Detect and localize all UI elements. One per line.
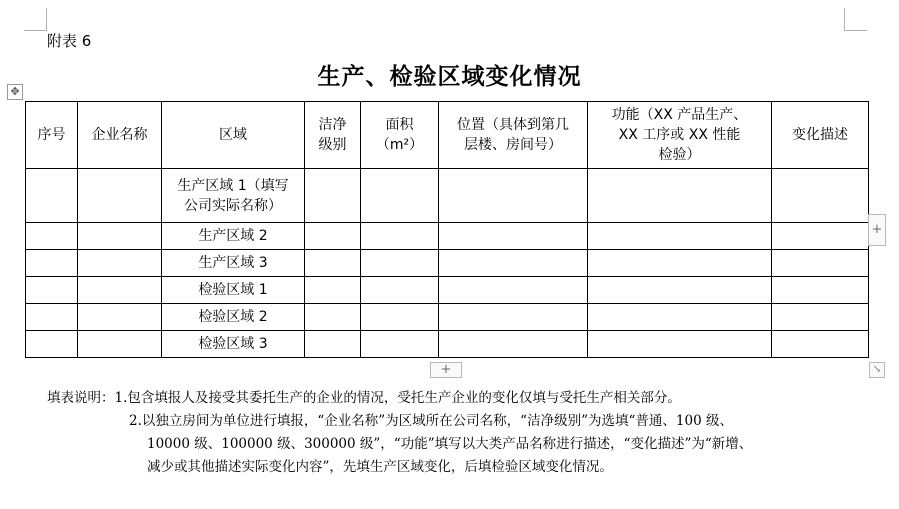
note-line-2: 2.以独立房间为单位进行填报，“企业名称”为区域所在公司名称，“洁净级别”为选填“普通、100 级、 [129, 413, 733, 429]
cell-clean-level[interactable] [305, 250, 361, 277]
cell-function[interactable] [588, 169, 772, 223]
cell-area[interactable] [361, 304, 439, 331]
header-function[interactable] [588, 102, 772, 169]
cell-area[interactable] [361, 331, 439, 358]
cell-company[interactable] [78, 277, 162, 304]
cell-change-description[interactable] [772, 250, 869, 277]
cell-change-description[interactable] [772, 304, 869, 331]
header-location-line-1: 位置（具体到第几 [457, 117, 569, 133]
header-location-line-2: 层楼、房间号） [464, 137, 562, 153]
cell-clean-level[interactable] [305, 223, 361, 250]
cell-seq[interactable] [26, 169, 78, 223]
cell-function[interactable] [588, 223, 772, 250]
table-row [26, 223, 869, 250]
header-region[interactable]: 区域 [162, 102, 305, 169]
note-line-3: 10000 级、100000 级、300000 级”，“功能”填写以大类产品名称进行描述，“变化描述”为“新增、 [147, 436, 753, 452]
cell-company[interactable] [78, 304, 162, 331]
cell-location[interactable] [439, 277, 588, 304]
header-company[interactable]: 企业名称 [78, 102, 162, 169]
header-clean-line-1: 洁净 [318, 117, 347, 133]
add-column-button[interactable]: + [868, 214, 886, 246]
header-clean-line-2: 级别 [318, 137, 347, 153]
cell-region[interactable]: 生产区域 2 [162, 223, 305, 250]
table-row [26, 277, 869, 304]
cell-change-description[interactable] [772, 169, 869, 223]
header-area[interactable] [361, 102, 439, 169]
cell-seq[interactable] [26, 250, 78, 277]
appendix-label: 附表 6 [47, 32, 92, 50]
page-corner-marker-top-right [844, 8, 867, 31]
cell-clean-level[interactable] [305, 331, 361, 358]
cell-location[interactable] [439, 169, 588, 223]
header-seq[interactable]: 序号 [26, 102, 78, 169]
cell-area[interactable] [361, 169, 439, 223]
cell-company[interactable] [78, 169, 162, 223]
table-move-handle-icon[interactable]: ✥ [7, 84, 23, 100]
header-location[interactable] [439, 102, 588, 169]
header-area-line-1: 面积 [385, 117, 414, 133]
cell-company[interactable] [78, 250, 162, 277]
cell-company[interactable] [78, 223, 162, 250]
cell-change-description[interactable] [772, 331, 869, 358]
cell-change-description[interactable] [772, 277, 869, 304]
page-title: 生产、检验区域变化情况 [317, 64, 582, 90]
cell-company[interactable] [78, 331, 162, 358]
cell-region[interactable]: 检验区域 3 [162, 331, 305, 358]
header-function-line-2: XX 工序或 XX 性能 [618, 127, 741, 143]
cell-area[interactable] [361, 277, 439, 304]
cell-location[interactable] [439, 304, 588, 331]
cell-change-description[interactable] [772, 223, 869, 250]
table-resize-handle-icon[interactable]: ↘ [869, 362, 885, 378]
header-area-line-2: （m²） [375, 137, 424, 153]
cell-function[interactable] [588, 331, 772, 358]
cell-region[interactable]: 检验区域 1 [162, 277, 305, 304]
page-corner-marker-top-left [24, 8, 47, 31]
table-row [26, 250, 869, 277]
cell-seq[interactable] [26, 277, 78, 304]
header-function-line-3: 检验） [658, 147, 701, 163]
cell-region[interactable]: 检验区域 2 [162, 304, 305, 331]
region-change-table [25, 101, 869, 358]
cell-region-line-2: 公司实际名称） [184, 197, 282, 214]
cell-region[interactable] [162, 169, 305, 223]
note-line-1: 填表说明：1.包含填报人及接受其委托生产的企业的情况，受托生产企业的变化仅填与受托生产相关部分。 [47, 390, 681, 406]
cell-location[interactable] [439, 223, 588, 250]
cell-location[interactable] [439, 331, 588, 358]
header-clean-level[interactable] [305, 102, 361, 169]
cell-seq[interactable] [26, 304, 78, 331]
cell-region[interactable]: 生产区域 3 [162, 250, 305, 277]
cell-function[interactable] [588, 304, 772, 331]
cell-clean-level[interactable] [305, 304, 361, 331]
table-header-row [26, 102, 869, 169]
header-function-line-1: 功能（XX 产品生产、 [611, 107, 748, 123]
cell-clean-level[interactable] [305, 277, 361, 304]
cell-function[interactable] [588, 250, 772, 277]
note-line-4: 减少或其他描述实际变化内容”，先填生产区域变化，后填检验区域变化情况。 [147, 459, 613, 475]
add-row-button[interactable]: + [430, 362, 462, 378]
cell-location[interactable] [439, 250, 588, 277]
header-change-description[interactable]: 变化描述 [772, 102, 869, 169]
cell-region-line-1: 生产区域 1（填写 [177, 177, 289, 194]
table-row [26, 169, 869, 223]
cell-seq[interactable] [26, 331, 78, 358]
table-row [26, 331, 869, 358]
table-row [26, 304, 869, 331]
cell-function[interactable] [588, 277, 772, 304]
cell-clean-level[interactable] [305, 169, 361, 223]
cell-area[interactable] [361, 250, 439, 277]
fill-instructions [47, 387, 752, 479]
cell-seq[interactable] [26, 223, 78, 250]
cell-area[interactable] [361, 223, 439, 250]
